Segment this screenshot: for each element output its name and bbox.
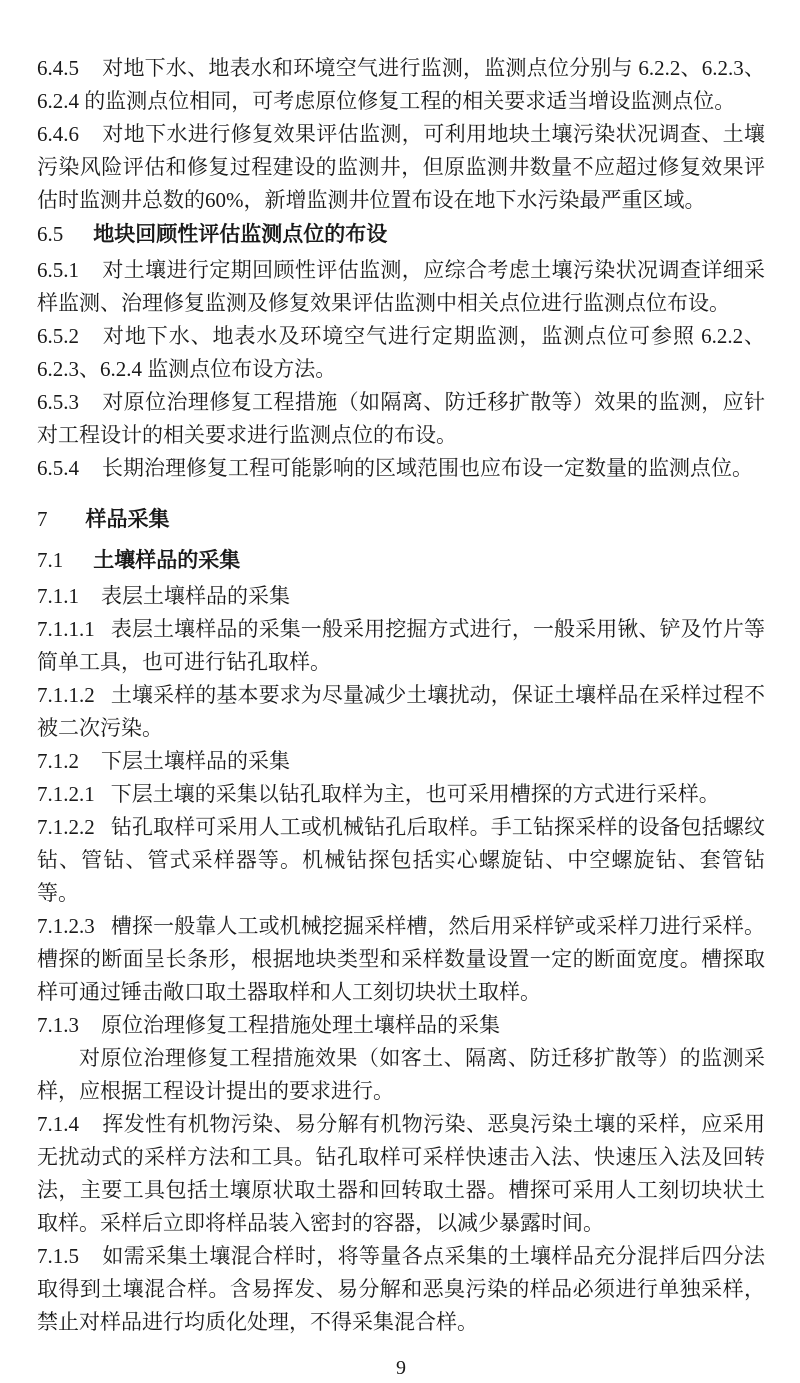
clause-6-5-4 [37, 452, 765, 485]
subsection-heading-7-1-3 [37, 1009, 765, 1042]
subsection-title: 表层土壤样品的采集 [101, 584, 290, 608]
clause-number: 7.1.5 [37, 1244, 79, 1268]
subsection-title: 下层土壤样品的采集 [101, 749, 290, 773]
clause-text: 挥发性有机物污染、易分解有机物污染、恶臭污染土壤的采样，应采用无扰动式的采样方法和工具。钻孔取样可采样快速击入法、快速压入法及回转法，主要工具包括土壤原状取土器和回转取土器。槽探可采用人工刻切块状土取样。采样后立即将样品装入密封的容器，以减少暴露时间。 [37, 1112, 765, 1235]
clause-6-4-5 [37, 52, 765, 118]
clause-6-5-3 [37, 386, 765, 452]
clause-6-4-6 [37, 118, 765, 217]
clause-number: 6.4.6 [37, 122, 79, 146]
section-title: 地块回顾性评估监测点位的布设 [93, 223, 388, 246]
section-heading-6-5 [37, 218, 765, 251]
clause-number: 6.4.5 [37, 56, 79, 80]
section-number: 6.5 [37, 222, 64, 246]
clause-number: 7.1.2.1 [37, 782, 95, 806]
section-title: 土壤样品的采集 [93, 549, 241, 572]
section-number: 7.1 [37, 548, 64, 572]
clause-number: 7.1.2.2 [37, 815, 95, 839]
clause-text: 如需采集土壤混合样时，将等量各点采集的土壤样品充分混拌后四分法取得到土壤混合样。含易挥发、易分解和恶臭污染的样品必须进行单独采样，禁止对样品进行均质化处理，不得采集混合样。 [37, 1244, 765, 1334]
clause-6-5-1 [37, 254, 765, 320]
clause-text: 对土壤进行定期回顾性评估监测，应综合考虑土壤污染状况调查详细采样监测、治理修复监测及修复效果评估监测中相关点位进行监测点位布设。 [37, 258, 765, 315]
subsection-number: 7.1.1 [37, 584, 79, 608]
clause-text: 槽探一般靠人工或机械挖掘采样槽，然后用采样铲或采样刀进行采样。槽探的断面呈长条形，根据地块类型和采样数量设置一定的断面宽度。槽探取样可通过锤击敞口取土器取样和人工刻切块状土取样。 [37, 914, 765, 1004]
clause-number: 7.1.1.2 [37, 683, 95, 707]
clause-text: 长期治理修复工程可能影响的区域范围也应布设一定数量的监测点位。 [102, 456, 753, 480]
clause-number: 7.1.4 [37, 1112, 79, 1136]
clause-7-1-2-1 [37, 778, 765, 811]
clause-text: 钻孔取样可采用人工或机械钻孔后取样。手工钻探采样的设备包括螺纹钻、管钻、管式采样器等。机械钻探包括实心螺旋钻、中空螺旋钻、套管钻等。 [37, 815, 765, 905]
chapter-heading-7 [37, 503, 765, 536]
clause-text: 表层土壤样品的采集一般采用挖掘方式进行，一般采用锹、铲及竹片等简单工具，也可进行钻孔取样。 [37, 617, 765, 674]
chapter-title: 样品采集 [85, 508, 170, 531]
clause-number: 6.5.3 [37, 390, 79, 414]
clause-text: 对地下水、地表水及环境空气进行定期监测，监测点位可参照 6.2.2、6.2.3、6.2.4 监测点位布设方法。 [37, 324, 765, 381]
clause-text: 下层土壤的采集以钻孔取样为主，也可采用槽探的方式进行采样。 [110, 782, 720, 806]
clause-7-1-2-2 [37, 811, 765, 910]
clause-7-1-2-3 [37, 910, 765, 1009]
clause-number: 6.5.2 [37, 324, 79, 348]
page-footer [37, 1353, 765, 1383]
subsection-heading-7-1-1 [37, 580, 765, 613]
clause-number: 7.1.2.3 [37, 914, 95, 938]
page-number: 9 [396, 1357, 406, 1379]
clause-number: 7.1.1.1 [37, 617, 95, 641]
chapter-number: 7 [37, 507, 48, 531]
subsection-title: 原位治理修复工程措施处理土壤样品的采集 [101, 1013, 500, 1037]
clause-text: 对地下水、地表水和环境空气进行监测，监测点位分别与 6.2.2、6.2.3、6.2.4 的监测点位相同，可考虑原位修复工程的相关要求适当增设监测点位。 [37, 56, 765, 113]
clause-number: 6.5.1 [37, 258, 79, 282]
clause-text: 对地下水进行修复效果评估监测，可利用地块土壤污染状况调查、土壤污染风险评估和修复过程建设的监测井，但原监测井数量不应超过修复效果评估时监测井总数的60%，新增监测井位置布设在地下水污染最严重区域。 [37, 122, 765, 212]
subsection-heading-7-1-2 [37, 745, 765, 778]
clause-text: 对原位治理修复工程措施（如隔离、防迁移扩散等）效果的监测，应针对工程设计的相关要求进行监测点位的布设。 [37, 390, 765, 447]
subsection-number: 7.1.2 [37, 749, 79, 773]
clause-7-1-4 [37, 1108, 765, 1240]
clause-6-5-2 [37, 320, 765, 386]
subsection-number: 7.1.3 [37, 1013, 79, 1037]
clause-7-1-1-2 [37, 679, 765, 745]
clause-7-1-5 [37, 1240, 765, 1339]
clause-7-1-1-1 [37, 613, 765, 679]
clause-text: 土壤采样的基本要求为尽量减少土壤扰动，保证土壤样品在采样过程不被二次污染。 [37, 683, 765, 740]
clause-number: 6.5.4 [37, 456, 79, 480]
paragraph-text: 对原位治理修复工程措施效果（如客土、隔离、防迁移扩散等）的监测采样，应根据工程设计提出的要求进行。 [37, 1046, 765, 1103]
body-paragraph [37, 1042, 765, 1108]
section-heading-7-1 [37, 544, 765, 577]
